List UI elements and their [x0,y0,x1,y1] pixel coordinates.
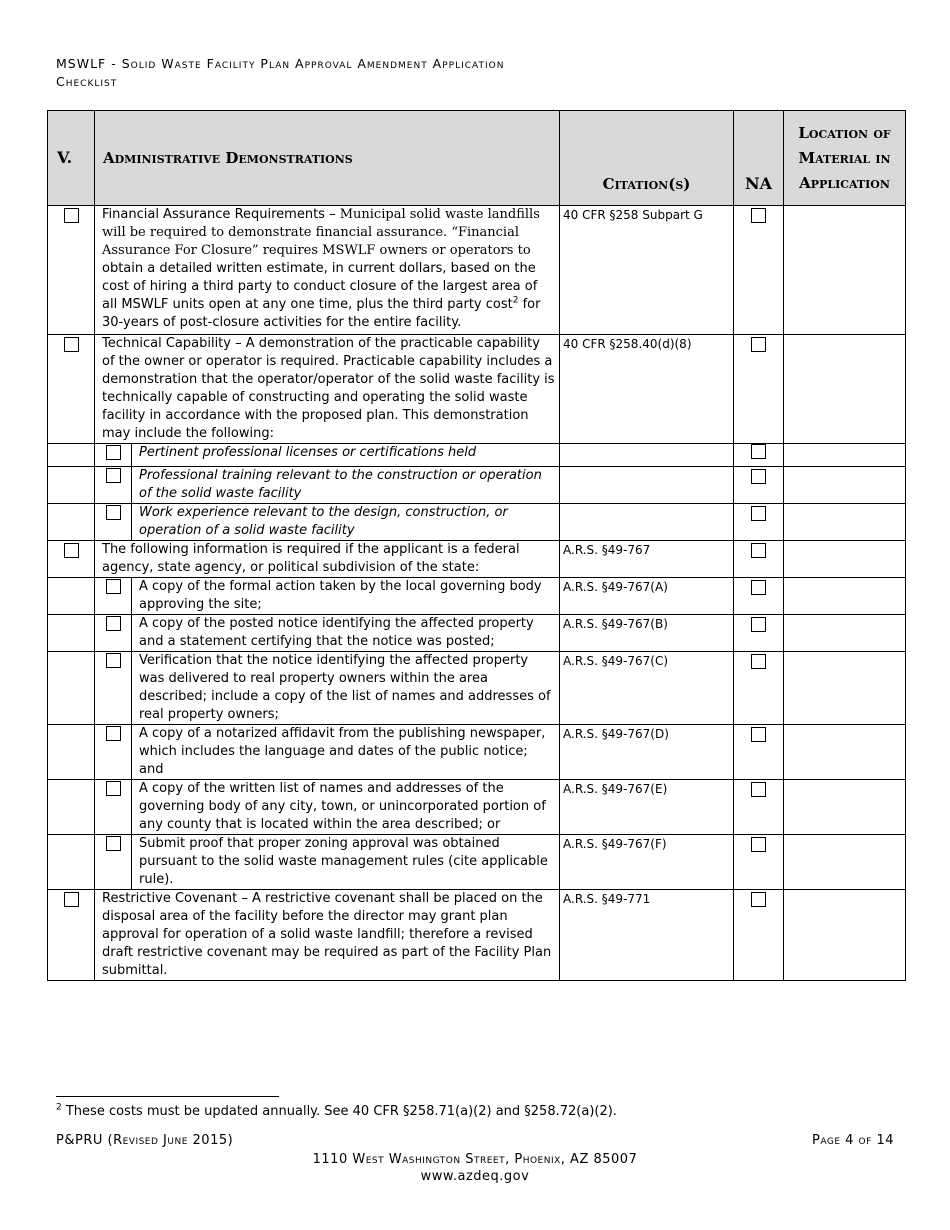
citation: A.R.S. §49-767(E) [560,780,734,835]
location-cell[interactable] [784,206,906,335]
checkbox-governing-body-list[interactable] [106,781,121,796]
citation: A.R.S. §49-767(B) [560,615,734,652]
citation: A.R.S. §49-767 [560,541,734,578]
sub-item-text: Verification that the notice identifying the affected property was delivered to real property owners within the area described; include a copy of the list of names and addresses of real property owners; [132,652,560,725]
na-checkbox-verification[interactable] [751,654,766,669]
location-cell[interactable] [784,578,906,615]
footnote-divider [56,1096,279,1097]
location-cell[interactable] [784,780,906,835]
column-header-citation: Citation(s) [560,111,734,206]
covenant-description: Restrictive Covenant – A restrictive covenant shall be placed on the disposal area of the facility before the director may grant plan approval for operation of a solid waste landfill; therefore a revised draft restrictive covenant may be required as part of the Facility Plan submittal. [95,890,560,981]
footer-address-block [0,1151,950,1185]
location-cell[interactable] [784,541,906,578]
checklist-table [47,110,906,981]
checkbox-affidavit[interactable] [106,726,121,741]
footer-revision: P&PRU (Revised June 2015) [56,1133,234,1148]
na-checkbox-governing-body-list[interactable] [751,782,766,797]
checkbox-posted-notice[interactable] [106,616,121,631]
checkbox-formal-action[interactable] [106,579,121,594]
na-checkbox-training[interactable] [751,469,766,484]
na-checkbox-financial[interactable] [751,208,766,223]
document-header [56,55,504,91]
citation: 40 CFR §258 Subpart G [560,206,734,335]
table-row [48,467,906,504]
table-row [48,615,906,652]
citation: A.R.S. §49-767(A) [560,578,734,615]
table-row [48,725,906,780]
table-header-row [48,111,906,206]
financial-description: Financial Assurance Requirements – Municipal solid waste landfills will be required to demonstrate financial assurance. “Financial Assurance For Closure” requires MSWLF owners or operators to obtain a detailed written estimate, in current dollars, based on the cost of hiring a third party to conduct closure of the largest area of all MSWLF units open at any one time, plus the third party cost$^2$ for 30-years of post-closure activities for the entire facility. [95,206,560,335]
na-checkbox-experience[interactable] [751,506,766,521]
sub-item-text: Professional training relevant to the construction or operation of the solid waste facility [132,467,560,504]
header-title: MSWLF - Solid Waste Facility Plan Approval Amendment Application [56,56,505,71]
table-row [48,541,906,578]
table-row [48,206,906,335]
table-row [48,444,906,467]
table-row [48,890,906,981]
citation: A.R.S. §49-767(F) [560,835,734,890]
footnote: $^2$ These costs must be updated annually. See 40 CFR §258.71(a)(2) and §258.72(a)(2). [56,1102,617,1119]
checkbox-licenses[interactable] [106,445,121,460]
na-checkbox-formal-action[interactable] [751,580,766,595]
footnote-ref: 2 [512,295,519,306]
sub-item-text: A copy of the posted notice identifying the affected property and a statement certifying that the notice was posted; [132,615,560,652]
citation: A.R.S. §49-767(C) [560,652,734,725]
sub-item-text: Pertinent professional licenses or certifications held [132,444,560,467]
na-checkbox-technical[interactable] [751,337,766,352]
section-title: Administrative Demonstrations [95,111,560,206]
location-cell[interactable] [784,835,906,890]
table-row [48,652,906,725]
na-checkbox-zoning[interactable] [751,837,766,852]
na-checkbox-covenant[interactable] [751,892,766,907]
footer-address: 1110 West Washington Street, Phoenix, AZ 85007 [312,1152,638,1167]
location-cell[interactable] [784,444,906,467]
sub-item-text: A copy of the written list of names and addresses of the governing body of any city, town, or unincorporated portion of any county that is located within the area described; or [132,780,560,835]
section-number: V. [48,111,95,206]
na-checkbox-posted-notice[interactable] [751,617,766,632]
sub-item-text: A copy of the formal action taken by the local governing body approving the site; [132,578,560,615]
sub-item-text: A copy of a notarized affidavit from the publishing newspaper, which includes the language and dates of the public notice; and [132,725,560,780]
checkbox-financial[interactable] [64,208,79,223]
table-row [48,578,906,615]
footnote-number: 2 [56,1102,62,1113]
column-header-location: Location of Material in Application [784,111,906,206]
location-cell[interactable] [784,725,906,780]
na-checkbox-licenses[interactable] [751,444,766,459]
location-cell[interactable] [784,504,906,541]
location-cell[interactable] [784,335,906,444]
checkbox-agency[interactable] [64,543,79,558]
location-cell[interactable] [784,652,906,725]
agency-description: The following information is required if the applicant is a federal agency, state agency, or political subdivision of the state: [95,541,560,578]
checkbox-covenant[interactable] [64,892,79,907]
na-checkbox-agency[interactable] [751,543,766,558]
checkbox-experience[interactable] [106,505,121,520]
checkbox-zoning[interactable] [106,836,121,851]
checkbox-verification[interactable] [106,653,121,668]
citation: 40 CFR §258.40(d)(8) [560,335,734,444]
table-row [48,335,906,444]
sub-item-text: Work experience relevant to the design, construction, or operation of a solid waste facility [132,504,560,541]
header-subtitle: Checklist [56,74,118,89]
checkbox-technical[interactable] [64,337,79,352]
footer-website[interactable]: www.azdeq.gov [420,1169,530,1184]
na-checkbox-affidavit[interactable] [751,727,766,742]
column-header-na: NA [734,111,784,206]
location-cell[interactable] [784,467,906,504]
table-row [48,780,906,835]
footer-page-number: Page 4 of 14 [812,1133,894,1148]
citation: A.R.S. §49-767(D) [560,725,734,780]
technical-description: Technical Capability – A demonstration of the practicable capability of the owner or operator is required. Practicable capability includes a demonstration that the operator/operator of the solid waste facility is technically capable of constructing and operating the solid waste facility in accordance with the proposed plan. This demonstration may include the following: [95,335,560,444]
sub-item-text: Submit proof that proper zoning approval was obtained pursuant to the solid waste management rules (cite applicable rule). [132,835,560,890]
location-cell[interactable] [784,615,906,652]
table-row [48,504,906,541]
checkbox-training[interactable] [106,468,121,483]
location-cell[interactable] [784,890,906,981]
citation: A.R.S. §49-771 [560,890,734,981]
table-row [48,835,906,890]
